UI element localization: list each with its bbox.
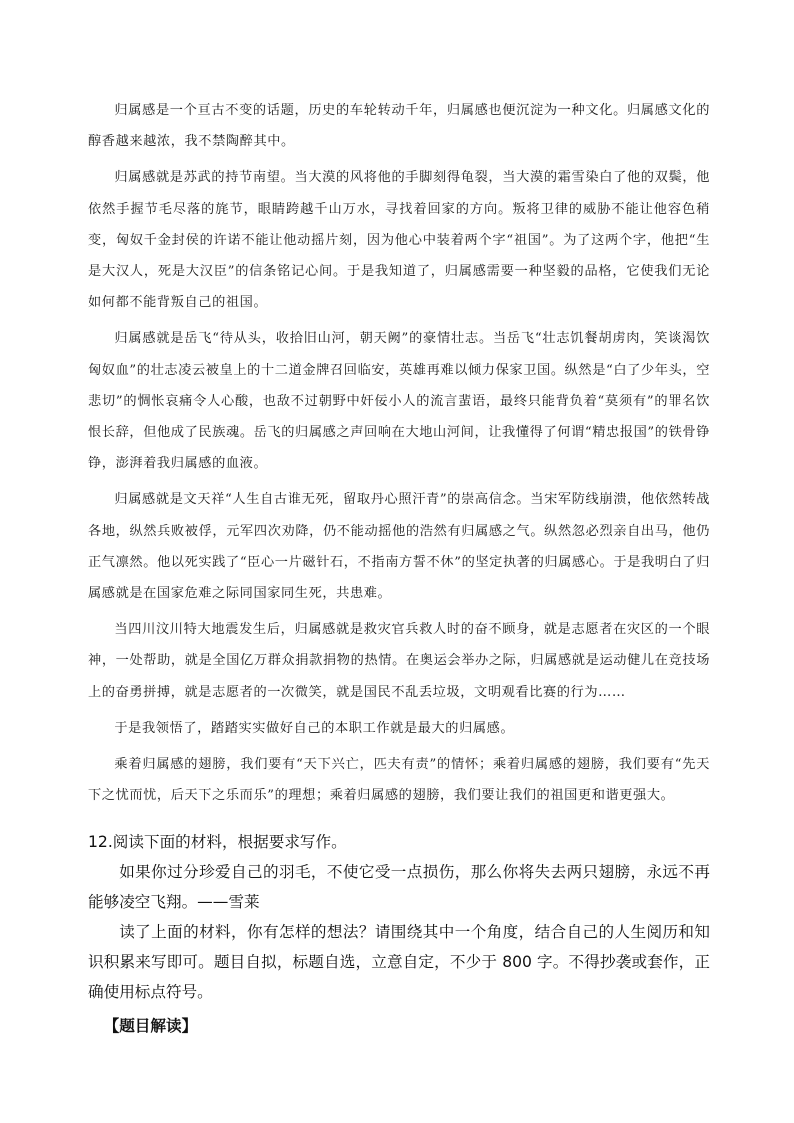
question-title: 12.阅读下面的材料，根据要求写作。 — [88, 833, 347, 851]
essay-paragraph: 于是我领悟了，踏踏实实做好自己的本职工作就是最大的归属感。 — [114, 720, 515, 736]
essay-paragraph: 归属感是一个亘古不变的话题，历史的车轮转动千年，归属感也便沉淀为一种文化。归属感文化的醇香越来越浓，我不禁陶醉其中。 — [88, 103, 710, 150]
essay-paragraph: 归属感就是苏武的持节南望。当大漠的风将他的手脚刻得龟裂，当大漠的霜雪染白了他的双鬓，他依然手握节毛尽落的旄节，眼睛跨越千山万水，寻找着回家的方向。叛将卫律的威胁不能让他容色稍变，匈奴千金封侯的许诺不能让他动摇片刻，因为他心中装着两个字“祖国”。为了这两个字，他把“生是大汉人，死是大汉臣”的信条铭记心间。于是我知道了，归属感需要一种坚毅的品格，它使我们无论如何都不能背叛自己的祖国。 — [88, 170, 710, 311]
essay-paragraph: 归属感就是岳飞“待从头，收拾旧山河，朝天阙”的豪情壮志。当岳飞“壮志饥餐胡虏肉，笑谈渴饮匈奴血”的壮志凌云被皇上的十二道金牌召回临安，英雄再难以倾力保家卫国。纵然是“白了少年头，空悲切”的惆怅哀痛令人心酸，也敌不过朝野中奸佞小人的流言蜚语，最终只能背负着“莫须有”的罪名饮恨长辞，但他成了民族魂。岳飞的归属感之声回响在大地山河间，让我懂得了何谓“精忠报国”的铁骨铮铮，澎湃着我归属感的血液。 — [88, 331, 710, 472]
section-heading: 【题目解读】 — [103, 1017, 198, 1035]
essay-paragraph: 当四川汶川特大地震发生后，归属感就是救灾官兵救人时的奋不顾身，就是志愿者在灾区的一个眼神，一处帮助，就是全国亿万群众捐款捐物的热情。在奥运会举办之际，归属感就是运动健儿在竞技场上的奋勇拼搏，就是志愿者的一次微笑，就是国民不乱丢垃圾，文明观看比赛的行为…… — [88, 622, 710, 700]
sample-essay — [88, 95, 710, 816]
writing-question — [88, 825, 710, 1041]
essay-paragraph: 归属感就是文天祥“人生自古谁无死，留取丹心照汗青”的崇高信念。当宋军防线崩溃，他依然转战各地，纵然兵败被俘，元军四次劝降，仍不能动摇他的浩然有归属感之气。纵然忽必烈亲自出马，他仍正气凛然。他以死实践了“臣心一片磁针石，不指南方誓不休”的坚定执著的归属感心。于是我明白了归属感就是在国家危难之际同国家同生死，共患难。 — [88, 492, 710, 602]
question-instruction: 读了上面的材料，你有怎样的想法？请围绕其中一个角度，结合自己的人生阅历和知识积累来写即可。题目自拟，标题自选，立意自定，不少于 800 字。不得抄袭或套作，正确使用标点符号。 — [88, 923, 710, 1001]
essay-paragraph: 乘着归属感的翅膀，我们要有“天下兴亡，匹夫有责”的情怀；乘着归属感的翅膀，我们要有“先天下之忧而忧，后天下之乐而乐”的理想；乘着归属感的翅膀，我们要让我们的祖国更和谐更强大。 — [88, 757, 710, 804]
question-material: 如果你过分珍爱自己的羽毛，不使它受一点损伤，那么你将失去两只翅膀，永远不再能够凌空飞翔。——雪莱 — [88, 863, 710, 911]
